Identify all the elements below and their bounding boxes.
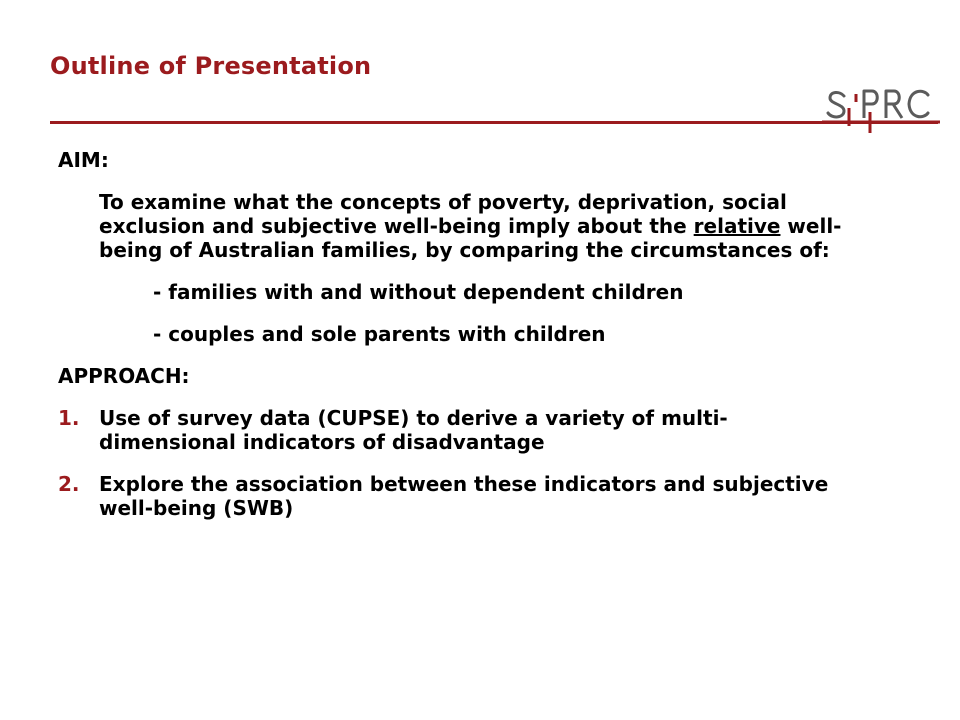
approach-item-2	[58, 472, 918, 520]
comparison-item-1: - families with and without dependent children	[153, 280, 684, 304]
approach-item-number: 2.	[58, 472, 80, 496]
approach-item-text: Use of survey data (CUPSE) to derive a variety of multi-dimensional indicators of disadvantage	[99, 406, 728, 454]
slide-body	[58, 148, 918, 538]
aim-text-before: To examine what the concepts of poverty, deprivation, social exclusion and subjective well-being imply about the	[99, 190, 787, 238]
aim-text-after: well-being of Australian families, by comparing the circumstances of:	[99, 214, 842, 262]
approach-heading: APPROACH:	[58, 364, 190, 388]
title-divider	[50, 121, 938, 124]
approach-item-number: 1.	[58, 406, 80, 430]
sprc-logo	[822, 82, 942, 138]
approach-item-1	[58, 406, 918, 454]
comparison-item-2: - couples and sole parents with children	[153, 322, 606, 346]
aim-paragraph	[58, 190, 879, 262]
approach-item-text: Explore the association between these indicators and subjective well-being (SWB)	[99, 472, 829, 520]
aim-text-underlined: relative	[693, 214, 781, 238]
slide-title: Outline of Presentation	[50, 52, 372, 80]
aim-heading: AIM:	[58, 148, 109, 172]
